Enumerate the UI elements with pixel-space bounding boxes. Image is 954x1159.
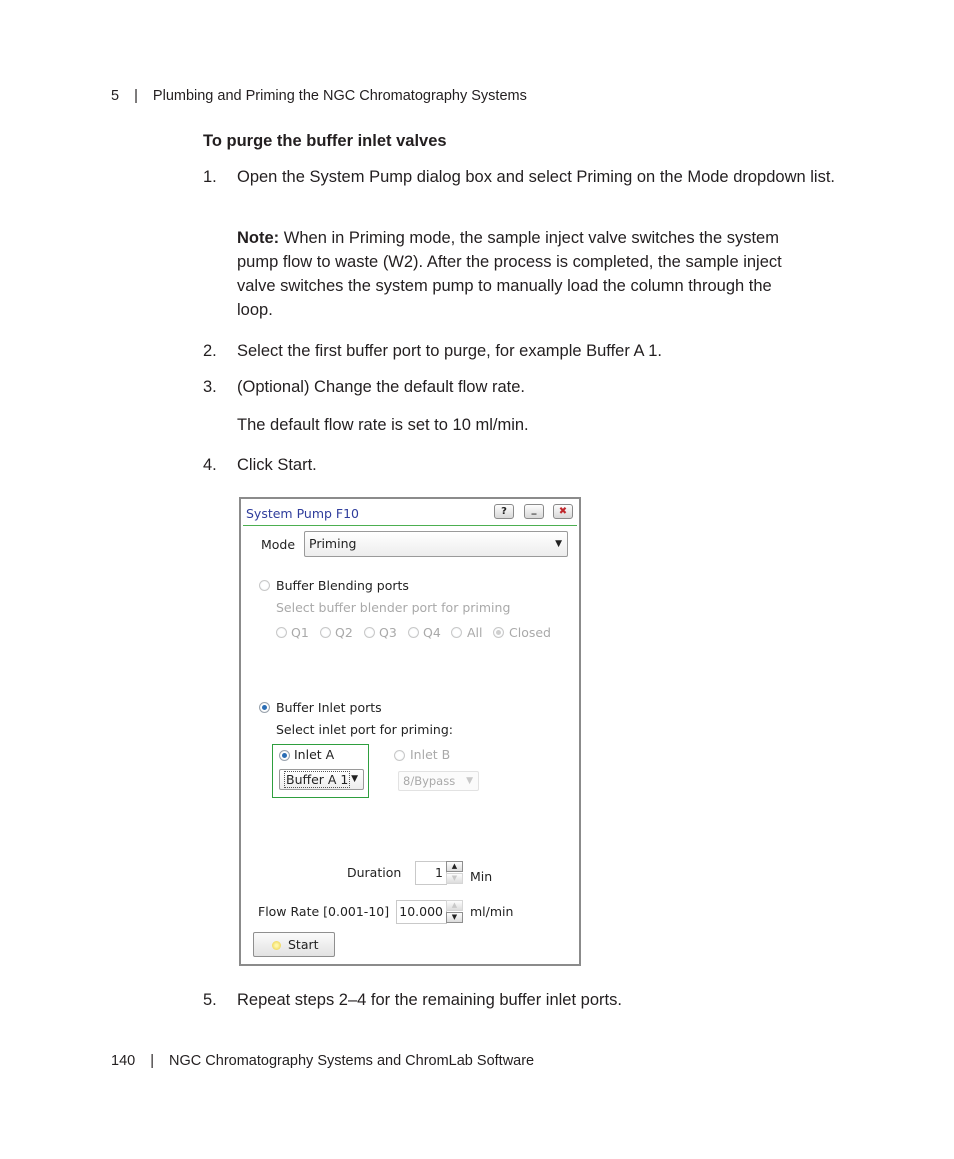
inlet-a-dropdown[interactable] [279,769,364,790]
chapter-title: Plumbing and Priming the NGC Chromatography Systems [152,88,527,104]
step-number: 1. [203,168,217,186]
blending-ports-radio[interactable] [259,580,270,591]
inlet-a-radio[interactable] [279,750,290,761]
flow-rate-input[interactable]: 10.000 [396,900,447,924]
step-text: Select the first buffer port to purge, for example Buffer A 1. [237,342,662,360]
help-button[interactable]: ? [494,504,514,519]
step-text: Click Start. [237,456,317,474]
all-label: All [467,625,483,640]
start-label: Start [288,937,319,952]
duration-label: Duration [347,865,402,880]
dialog-title: System Pump F10 [246,506,360,521]
flow-rate-label: Flow Rate [0.001-10] [258,904,390,919]
step-number: 3. [203,378,217,396]
closed-radio[interactable] [493,627,504,638]
q1-label: Q1 [291,625,309,640]
chevron-down-icon: ▼ [466,776,473,786]
inlet-b-value: 8/Bypass [403,774,456,788]
inlet-ports-label: Buffer Inlet ports [276,700,382,715]
inlet-ports-radio[interactable] [259,702,270,713]
duration-input[interactable]: 1 [415,861,447,885]
title-divider [243,525,577,526]
inlet-a-label: Inlet A [294,747,335,762]
step-text: (Optional) Change the default flow rate. [237,378,526,396]
footer-separator: | [150,1053,155,1069]
inlet-hint: Select inlet port for priming: [276,722,453,737]
q1-radio[interactable] [276,627,287,638]
step-followup: The default flow rate is set to 10 ml/min. [237,416,529,434]
inlet-a-value: Buffer A 1 [286,772,349,787]
duration-down-button[interactable]: ▼ [446,873,463,884]
inlet-b-dropdown[interactable] [398,771,479,791]
closed-label: Closed [509,625,551,640]
note-label: Note: [237,229,280,247]
blending-hint: Select buffer blender port for priming [276,600,511,615]
chevron-down-icon: ▼ [555,539,562,549]
duration-unit: Min [470,869,493,884]
chevron-down-icon: ▼ [351,774,358,784]
blending-ports-label: Buffer Blending ports [276,578,409,593]
duration-up-button[interactable]: ▲ [446,861,463,872]
note-text: When in Priming mode, the sample inject valve switches the system pump flow to waste (W2). After the process is completed, the sample inject valve switches the system pump to manually load the column through the loop. [237,229,782,319]
minimize-button[interactable]: _ [524,504,544,519]
system-pump-dialog [239,497,581,966]
flow-rate-up-button[interactable]: ▲ [446,900,463,911]
step-number: 5. [203,991,217,1009]
inlet-b-radio[interactable] [394,750,405,761]
flow-rate-down-button[interactable]: ▼ [446,912,463,923]
step-number: 4. [203,456,217,474]
page-footer [111,1053,534,1069]
q3-radio[interactable] [364,627,375,638]
q3-label: Q3 [379,625,397,640]
chapter-number: 5 [111,88,120,104]
inlet-b-label: Inlet B [410,747,451,762]
section-heading: To purge the buffer inlet valves [203,132,447,150]
all-radio[interactable] [451,627,462,638]
start-icon [272,941,281,950]
mode-value: Priming [309,536,357,551]
mode-dropdown[interactable] [304,531,568,557]
start-button[interactable] [253,932,335,957]
running-header [111,88,527,104]
q2-radio[interactable] [320,627,331,638]
q2-label: Q2 [335,625,353,640]
step-text: Repeat steps 2–4 for the remaining buffer inlet ports. [237,991,622,1009]
mode-label: Mode [261,537,296,552]
step-number: 2. [203,342,217,360]
close-button[interactable]: ✖ [553,504,573,519]
page-number: 140 [111,1053,136,1069]
q4-radio[interactable] [408,627,419,638]
header-separator: | [134,88,138,104]
flow-rate-unit: ml/min [470,904,514,919]
step-text: Open the System Pump dialog box and select Priming on the Mode dropdown list. [237,168,835,186]
q4-label: Q4 [423,625,441,640]
note-block [237,226,812,322]
book-title: NGC Chromatography Systems and ChromLab Software [169,1053,535,1069]
